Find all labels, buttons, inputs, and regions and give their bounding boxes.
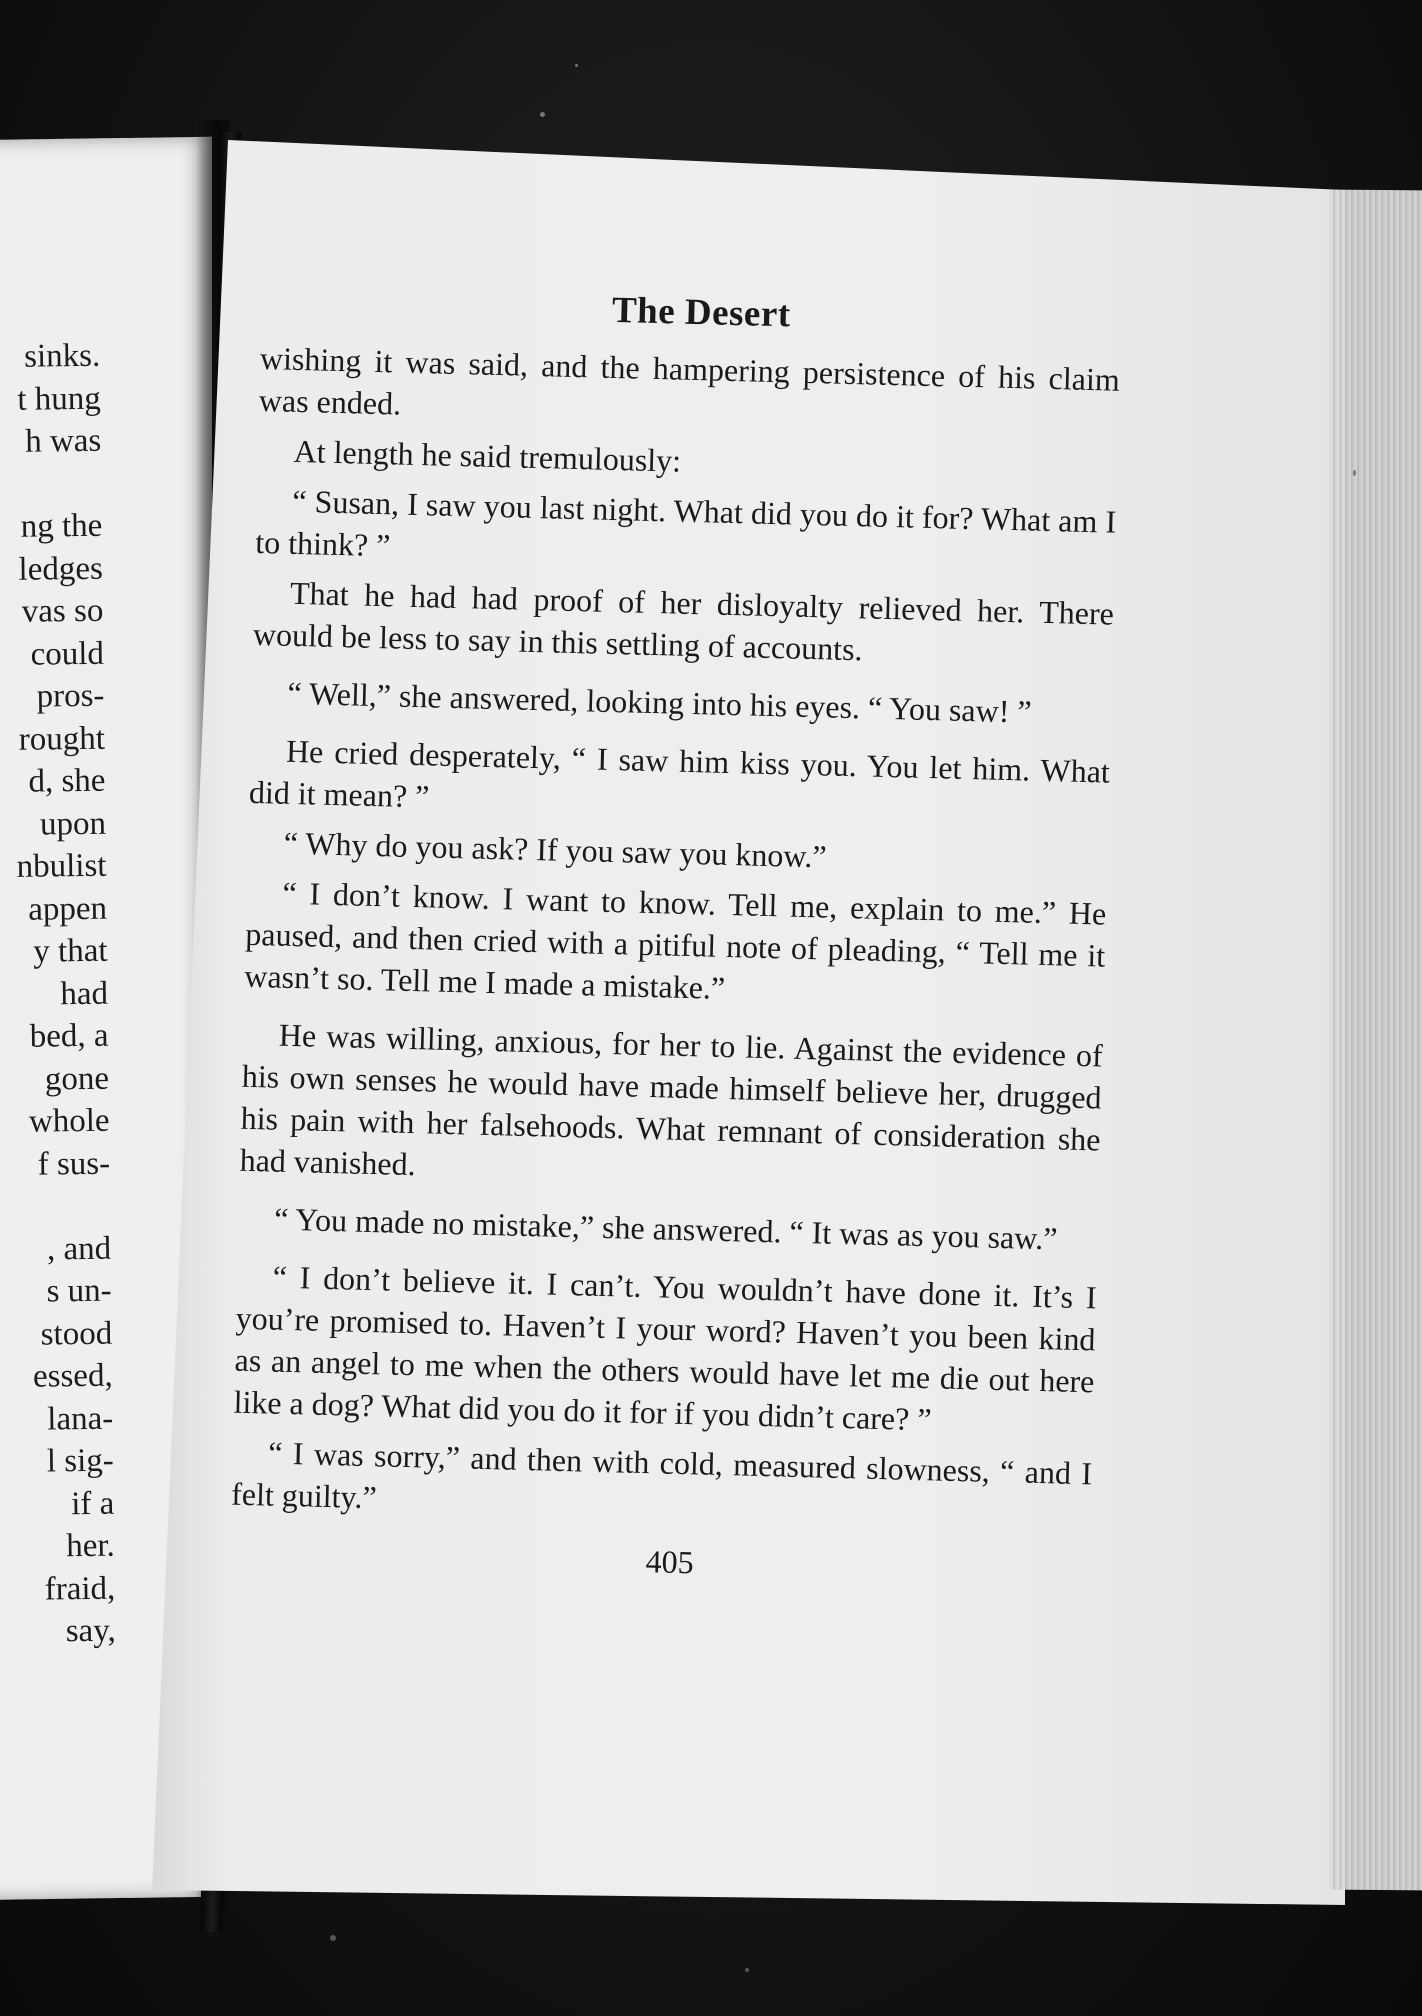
left-page-line: y that	[33, 932, 108, 970]
left-page-line: gone	[44, 1060, 110, 1098]
left-page-line: lana-	[47, 1400, 114, 1438]
paragraph-8: “ I don’t know. I want to know. Tell me, explain to me.” He paused, and then cried with a pitiful note of pleading, “ Tell me it wasn’t so. Tell me I made a mistake.”	[243, 874, 1107, 1006]
paragraph-11: “ I don’t believe it. I can’t. You wouldn’t have done it. It’s I you’re promised to. Haven’t I your word? Haven’t you been kind as an angel to me when the others would have let me die out here like a dog? What did you do it for if you didn’t care? ”	[233, 1258, 1097, 1438]
dust-speck	[575, 64, 578, 67]
left-page-line: essed,	[32, 1357, 113, 1395]
paragraph-6: He cried desperately, “ I saw him kiss you. You let him. What did it mean? ”	[248, 732, 1111, 815]
dust-speck	[745, 1968, 749, 1972]
paragraph-9: He was willing, anxious, for her to lie. Against the evidence of his own senses he would have made himself believe her, drugged his pain with her falsehoods. What remnant of consideration she had vanished.	[239, 1016, 1104, 1183]
left-page-line: fraid,	[44, 1570, 116, 1608]
paragraph-3: “ Susan, I saw you last night. What did you do it for? What am I to think? ”	[254, 482, 1117, 564]
paragraph-2: At length he said tremulously:	[293, 432, 682, 479]
dust-speck	[540, 112, 545, 117]
left-page-line: stood	[40, 1315, 113, 1353]
left-page-line: ng the	[20, 507, 103, 545]
left-page-line: rought	[18, 720, 106, 758]
paragraph-4: That he had had proof of her disloyalty relieved her. There would be less to say in this settling of accounts.	[252, 574, 1115, 668]
paragraph-5: “ Well,” she answered, looking into his eyes. “ You saw! ”	[287, 674, 1033, 730]
dust-speck	[1353, 470, 1356, 476]
left-page-line: could	[30, 635, 105, 673]
left-page-line: appen	[27, 890, 108, 928]
left-page-line: s un-	[46, 1272, 112, 1310]
running-head: The Desert	[611, 289, 792, 336]
left-page-line: ledges	[18, 550, 104, 588]
left-page-line: upon	[39, 805, 107, 843]
left-page-line: pros-	[36, 677, 105, 715]
paragraph-10: “ You made no mistake,” she answered. “ It was as you saw.”	[273, 1200, 1058, 1257]
page-number: 405	[645, 1543, 695, 1581]
left-page-line: her.	[65, 1527, 116, 1565]
left-page-line: nbulist	[16, 847, 107, 885]
left-page-line: t hung	[17, 380, 101, 418]
paragraph-7: “ Why do you ask? If you saw you know.”	[283, 824, 828, 875]
left-page-line: f sus-	[37, 1145, 111, 1183]
left-page-line: d, she	[28, 762, 106, 800]
page-edges	[1330, 190, 1422, 1891]
left-page-line: say,	[65, 1612, 117, 1650]
left-page-line: whole	[28, 1102, 110, 1140]
paragraph-1: wishing it was said, and the hampering persistence of his claim was ended.	[258, 339, 1121, 422]
paragraph-12: “ I was sorry,” and then with cold, measured slowness, “ and I felt guilty.”	[230, 1434, 1093, 1516]
dust-speck	[330, 1935, 336, 1941]
left-page-line: if a	[70, 1485, 115, 1522]
left-page-line: vas so	[21, 592, 104, 630]
left-page-line: h was	[24, 422, 102, 460]
left-page-line: had	[60, 975, 109, 1012]
left-page-line: , and	[46, 1230, 112, 1267]
page-text-block	[229, 280, 1121, 1591]
left-page-line: l sig-	[46, 1442, 114, 1480]
left-page-line: bed, a	[29, 1017, 109, 1055]
left-page-line: sinks.	[23, 337, 101, 375]
